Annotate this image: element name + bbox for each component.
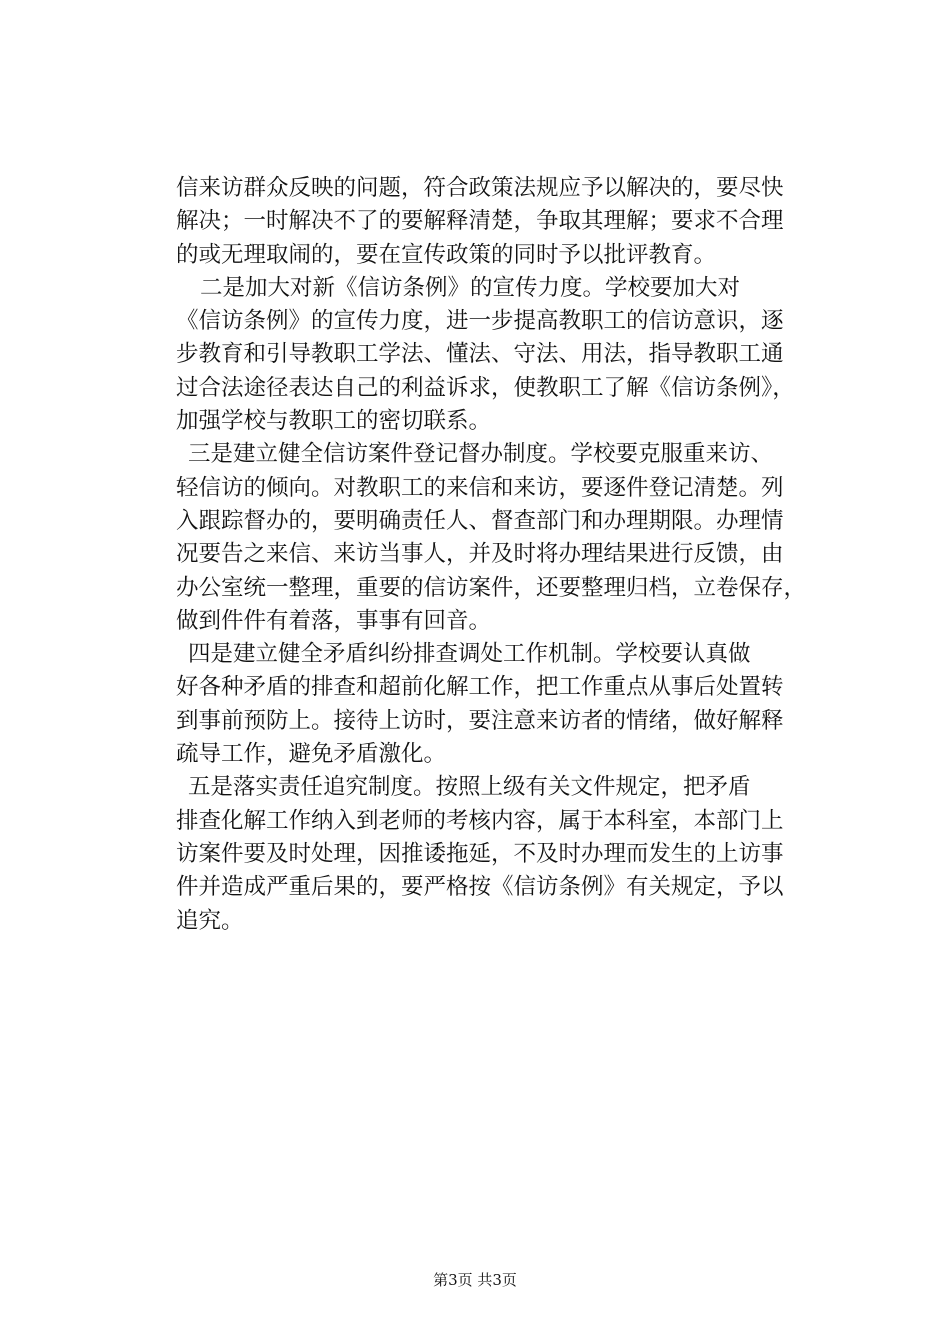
text-line: 加强学校与教职工的密切联系。	[176, 408, 492, 435]
text-line: 件并造成严重后果的，要严格按《信访条例》有关规定，予以	[176, 874, 784, 901]
page-footer	[0, 1270, 950, 1290]
text-line: 追究。	[176, 907, 244, 934]
page-number-label: 第3页 共3页	[433, 1271, 517, 1289]
text-line: 到事前预防上。接待上访时，要注意来访者的情绪，做好解释	[176, 707, 784, 734]
text-line: 的或无理取闹的，要在宣传政策的同时予以批评教育。	[176, 241, 717, 268]
text-line: 疏导工作，避免矛盾激化。	[176, 741, 447, 768]
text-line: 步教育和引导教职工学法、懂法、守法、用法，指导教职工通	[176, 341, 784, 368]
text-line: 况要告之来信、来访当事人，并及时将办理结果进行反馈，由	[176, 541, 784, 568]
text-line: 解决；一时解决不了的要解释清楚，争取其理解；要求不合理	[176, 208, 784, 235]
paragraph-first-line: 四是建立健全矛盾纠纷排查调处工作机制。学校要认真做	[188, 641, 751, 668]
text-line: 访案件要及时处理，因推诿拖延，不及时办理而发生的上访事	[176, 840, 784, 867]
document-body	[176, 172, 807, 938]
text-line: 好各种矛盾的排查和超前化解工作，把工作重点从事后处置转	[176, 674, 784, 701]
text-line: 入跟踪督办的，要明确责任人、督查部门和办理期限。办理情	[176, 507, 784, 534]
paragraph-first-line: 三是建立健全信访案件登记督办制度。学校要克服重来访、	[188, 441, 774, 468]
text-line: 《信访条例》的宣传力度，进一步提高教职工的信访意识，逐	[176, 308, 784, 335]
text-line: 过合法途径表达自己的利益诉求，使教职工了解《信访条例》，	[176, 374, 795, 401]
text-line: 做到件件有着落，事事有回音。	[176, 607, 492, 634]
paragraph-first-line: 二是加大对新《信访条例》的宣传力度。学校要加大对	[200, 274, 741, 301]
text-line: 办公室统一整理，重要的信访案件，还要整理归档，立卷保存，	[176, 574, 807, 601]
text-line: 排查化解工作纳入到老师的考核内容，属于本科室，本部门上	[176, 807, 784, 834]
text-line: 轻信访的倾向。对教职工的来信和来访，要逐件登记清楚。列	[176, 474, 784, 501]
paragraph-first-line: 五是落实责任追究制度。按照上级有关文件规定，把矛盾	[188, 774, 751, 801]
text-line: 信来访群众反映的问题，符合政策法规应予以解决的，要尽快	[176, 175, 784, 201]
